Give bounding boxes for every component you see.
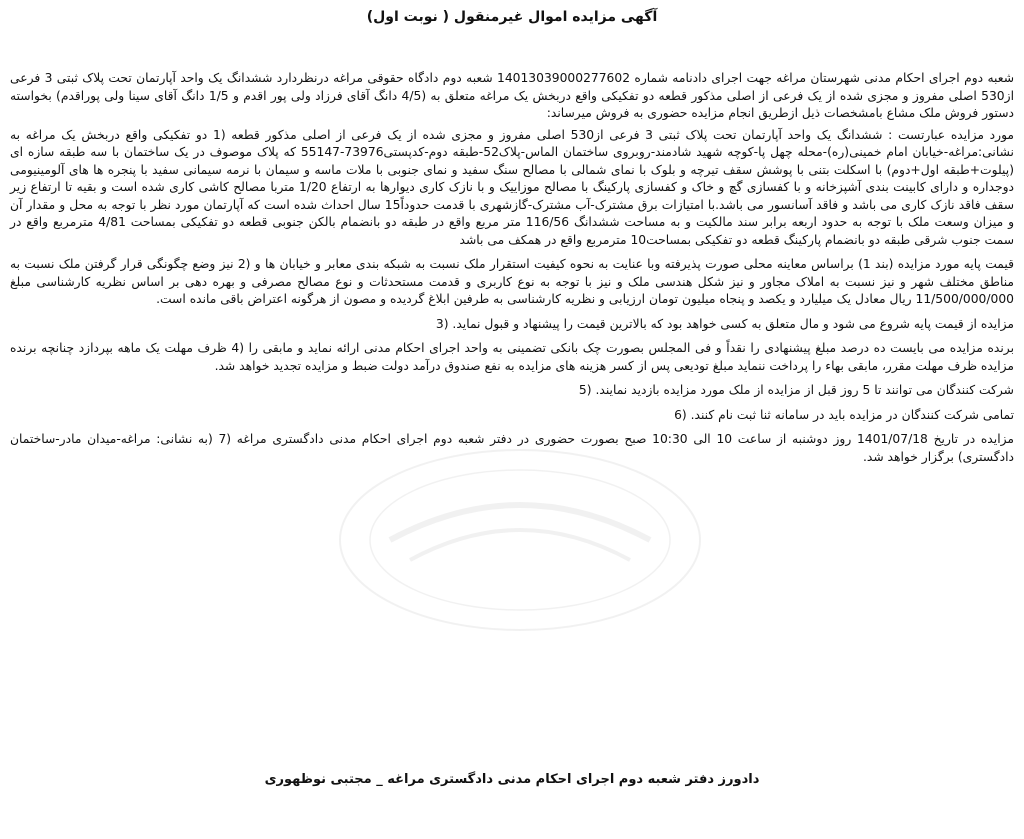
item-7-paragraph: مزایده در تاریخ 1401/07/18 روز دوشنبه از ساعت 10 الی 10:30 صبح بصورت حضوری در دفتر شعبه دوم اجرای احکام مدنی دادگستری مراغه (7 (به نشانی: مراغه-میدان مادر-ساختمان دادگستری) برگزار خواهد شد. bbox=[10, 432, 1014, 464]
intro-paragraph: شعبه دوم اجرای احکام مدنی شهرستان مراغه جهت اجرای دادنامه شماره 14013039000277602 شعبه دوم دادگاه حقوقی مراغه درنظردارد ششدانگ یک واحد آپارتمان تحت پلاک ثبتی 3 فرعی از530 اصلی مفروز و مجزی شده از یک فرعی از اصلی مذکور قطعه دو تفکیکی واقع دربخش یک مراغه متعلق به (4/5 دانگ آقای فرزاد ولی پور اقدم و 1/5 دانگ آقای سینا ولی پوراقدم) بخواسته دستور فروش ملک مشاع بامشخصات ذیل ازطریق انجام مزایده حضوری به فروش میرساند: bbox=[10, 71, 1014, 120]
item-4-paragraph: برنده مزایده می بایست ده درصد مبلغ پیشنهادی را نقداً و فی المجلس بصورت چک بانکی تضمینی به واحد اجرای احکام مدنی ارائه نماید و مابقی را (4 ظرف مهلت یک ماهه بپردازد چنانچه برنده مزایده ظرف مهلت مقرر، مابقی بهاء را پرداخت ننماید مبلغ تودیعی پس از کسر هزینه های مزایده به نفع صندوق درآمد دولت ضبط و مزایده تجدید خواهد شد. bbox=[10, 341, 1014, 373]
item-2-paragraph: قیمت پایه مورد مزایده (بند 1) براساس معاینه محلی صورت پذیرفته وبا عنایت به نحوه کیفیت استقرار ملک نسبت به شبکه بندی معابر و خیابان ها و (2 نیز وضع چگونگی قرار گرفتن ملک نسبت به مناطق مختلف شهر و نیز نسبت به املاک مجاور و نیز شکل هندسی ملک و نیز با توجه به نوع کاربری و قدمت مستحدثات و نوع مصالح مصرفی و بهره دهی بر اساس نظریه کارشناسی مبلغ 11/500/000/000 ریال معادل یک میلیارد و یکصد و پنجاه میلیون تومان ارزیابی و نظریه کارشناسی به طرفین ابلاغ گردیده و مصون از هرگونه اعتراض باقی مانده است. bbox=[10, 257, 1014, 306]
signature-line: دادورز دفتر شعبه دوم اجرای احکام مدنی دادگستری مراغه _ مجتبی نوظهوری bbox=[264, 772, 760, 787]
item-5-paragraph: شرکت کنندگان می توانند تا 5 روز قبل از مزایده از ملک مورد مزایده بازدید نمایند. (5 bbox=[578, 383, 1014, 397]
notice-title: آگهی مزایده اموال غیرمنقول ( نوبت اول) bbox=[366, 9, 658, 25]
item-6-paragraph: تمامی شرکت کنندگان در مزایده باید در سامانه ثنا ثبت نام کنند. (6 bbox=[674, 407, 1014, 422]
item-1-paragraph: مورد مزایده عبارتست : ششدانگ یک واحد آپارتمان تحت پلاک ثبتی 3 فرعی از530 اصلی مفروز و مجزی شده از یک فرعی از اصلی مذکور قطعه (1 دو تفکیکی واقع دربخش یک مراغه به نشانی:مراغه-خیابان امام خمینی(ره)-محله چهل پا-کوچه شهید شادمند-روبروی ساختمان الماس-پلاک52-طبقه دوم-کدپستی73976-55147 که پلاک موصوف در یک ساختمان با سه طبقه سازه ای (پیلوت+طبقه اول+دوم) با اسکلت بتنی با پوشش سقف تیرچه و بلوک با نمای شمالی با مصالح سنگ سفید و نمای جنوبی با ملات ماسه و سیمان با نرمه سیمانی سفید با پنجره ها های آلومینیومی دوجداره و دارای کابینت بندی آشپزخانه و با کفسازی گچ و خاک و کفسازی پارکینگ با مصالح موزاییک و با نازک کاری دیوارها به ارتفاع 1/20 متربا مصالح کاشی کاری شده است و بقیه تا ارتفاع زیر سقف فاقد نازک کاری می باشد و فاقد آسانسور می باشد.با امتیازات برق مشترک-آب مشترک-گازشهری با قدمت حدوداً15 سال احداث شده است که آپارتمان مورد نظر با توجه به محل و مقدار آن و میزان وسعت ملک با توجه به حدود اربعه برابر سند مالکیت و به مساحت ششدانگ 116/56 متر مربع واقع در طبقه دو بانضمام بالکن جنوبی قطعه دو تفکیکی بمساحت 4/81 مترمربع واقع در سمت جنوب شرقی طبقه دو بانضمام پارکینگ قطعه دو تفکیکی بمساحت10 مترمربع واقع در همکف می باشد bbox=[10, 127, 1015, 247]
item-3-paragraph: مزایده از قیمت پایه شروع می شود و مال متعلق به کسی خواهد بود که بالاترین قیمت را پیشنهاد و قبول نماید. (3 bbox=[435, 316, 1014, 331]
